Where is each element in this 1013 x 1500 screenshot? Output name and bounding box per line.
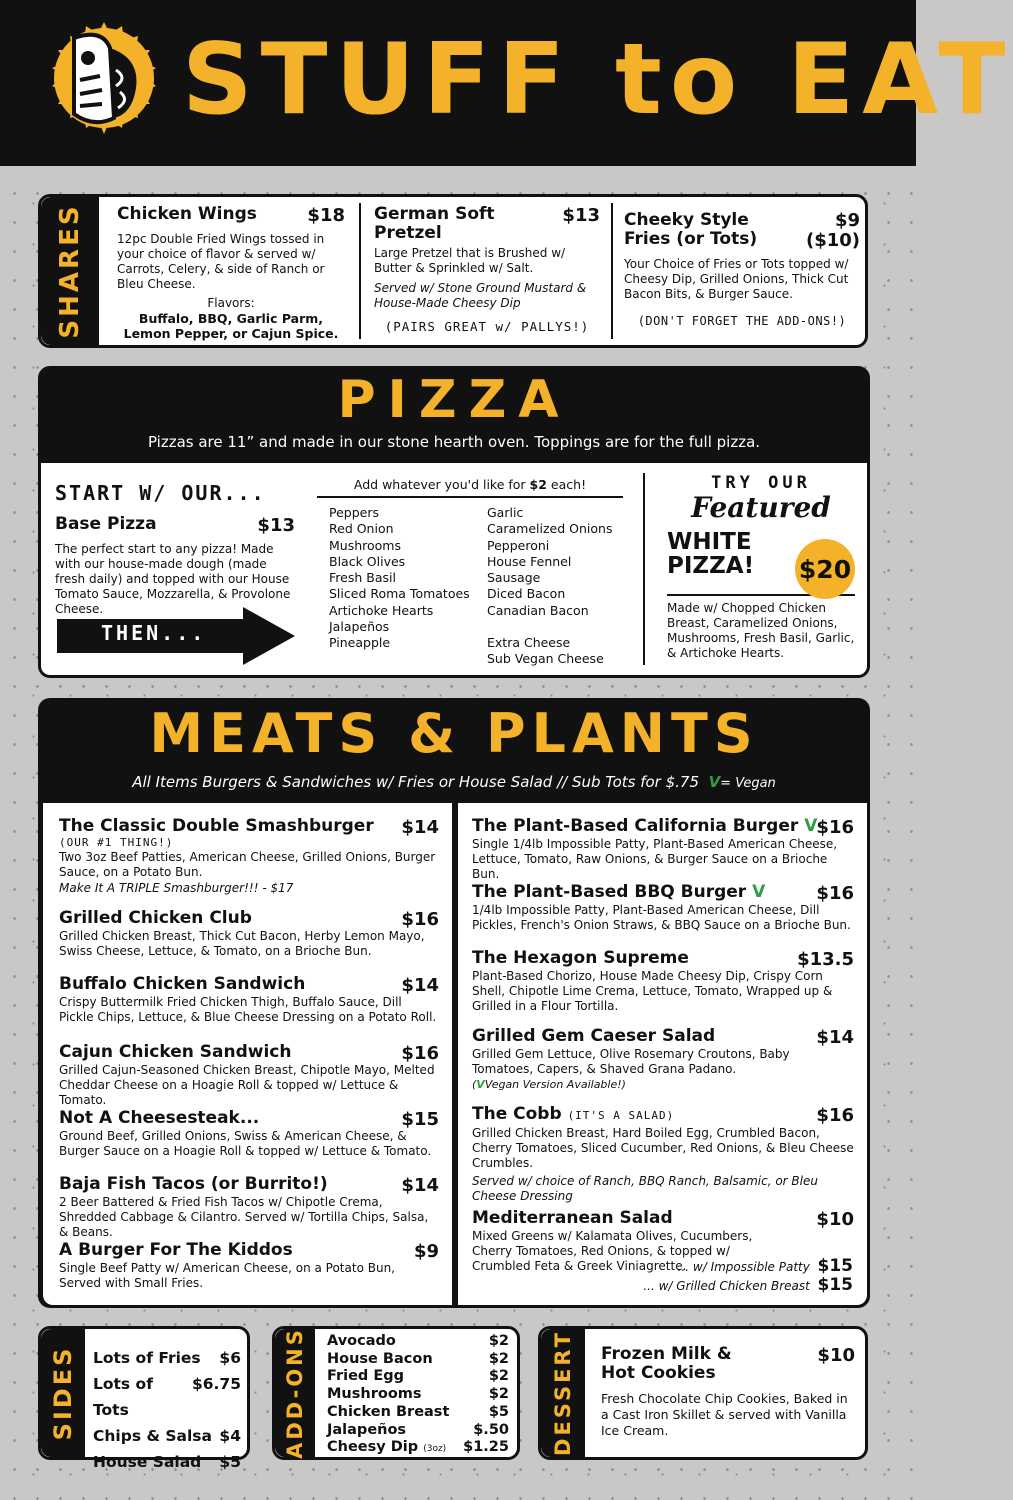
- sides-panel: [38, 1326, 250, 1471]
- shares-panel: [38, 194, 868, 348]
- menu-item: Mediterranean Salad $10 Mixed Greens w/ Kalamata Olives, Cucumbers, Cherry Tomatoes, Red Onions, & topped w/ Crumbled Feta & Greek Viniagrette.: [472, 1208, 854, 1273]
- item-note: (DON'T FORGET THE ADD-ONS!): [637, 314, 847, 328]
- item-price: $18: [307, 205, 345, 226]
- try-label: TRY OUR: [711, 473, 811, 493]
- item-desc: 12pc Double Fried Wings tossed in your choice of flavor & served w/ Carrots, Celery, & side of Ranch or Bleu Cheese.: [117, 232, 325, 291]
- featured-pizza: [667, 473, 855, 661]
- meats-right-column: [458, 803, 867, 1305]
- base-pizza: [55, 481, 295, 617]
- menu-item: Cajun Chicken Sandwich $16 Grilled Cajun-Seasoned Chicken Breast, Chipotle Mayo, Melted Cheddar Cheese on a Hoagie Roll & topped w/ Lettuce & Tomato.: [59, 1042, 439, 1107]
- dessert-item: [601, 1345, 855, 1439]
- flavors-label: Flavors:: [207, 296, 255, 310]
- dessert-tab: DESSERT: [541, 1329, 585, 1457]
- toppings-right: Garlic Caramelized Onions Pepperoni House Fennel Sausage Diced Bacon Canadian Bacon Extra Cheese Sub Vegan Cheese: [487, 505, 613, 667]
- meats-title: MEATS & PLANTS: [149, 702, 759, 765]
- toppings-header: Add whatever you'd like for $2 each!: [317, 477, 623, 498]
- menu-item: Baja Fish Tacos (or Burrito!) $14 2 Beer Battered & Fried Fish Tacos w/ Chipotle Crema, Shredded Cabbage & Cilantro. Served w/ Tortilla Chips, Salsa, & Beans.: [59, 1174, 439, 1239]
- sides-tab: SIDES: [41, 1329, 85, 1457]
- menu-item: Grilled Gem Caeser Salad $14 Grilled Gem Lettuce, Olive Rosemary Croutons, Baby Tomatoes, Capers, & Shaved Grana Padano. (VVegan Version Available!): [472, 1026, 854, 1091]
- item-desc: Fresh Chocolate Chip Cookies, Baked in a Cast Iron Skillet & served with Vanilla Ice Cream.: [601, 1391, 848, 1438]
- toppings: [317, 477, 623, 667]
- item-price: $13: [257, 515, 295, 536]
- item-name: Base Pizza: [55, 514, 157, 534]
- header-bar: [0, 0, 1013, 166]
- share-item-wings: [117, 205, 345, 341]
- item-desc: Your Choice of Fries or Tots topped w/ Cheesy Dip, Grilled Onions, Thick Cut Bacon Bits, & Burger Sauce.: [624, 257, 849, 301]
- flavors-list: Buffalo, BBQ, Garlic Parm, Lemon Pepper, or Cajun Spice.: [123, 311, 339, 341]
- pizza-title: PIZZA: [337, 370, 571, 430]
- addons-list: Avocado $2 House Bacon $2 Fried Egg $2 Mushrooms $2 Chicken Breast $5 Jalapeños $.50 Cheesy Dip (3oz) $1.25: [327, 1333, 509, 1456]
- meats-header: [38, 698, 870, 802]
- sides-list: Lots of Fries $6 Lots of Tots $6.75 Chips & Salsa $4 House Salad $5: [93, 1349, 241, 1471]
- item-note: (PAIRS GREAT w/ PALLYS!): [384, 319, 590, 334]
- addons-tab: ADD-ONS: [275, 1329, 315, 1457]
- item-name: Cheeky Style Fries (or Tots): [624, 210, 758, 249]
- menu-item: The Plant-Based BBQ Burger V $16 1/4lb Impossible Patty, Plant-Based American Cheese, Dill Pickles, French's Onion Straws, & BBQ Sauce on a Brioche Bun.: [472, 882, 854, 932]
- fish-logo-icon: [44, 18, 164, 138]
- menu-item: The Cobb (IT'S A SALAD) $16 Grilled Chicken Breast, Hard Boiled Egg, Crumbled Bacon, Cherry Tomatoes, Sliced Cucumber, Red Onions, & Bleu Cheese Crumbles. Served w/ choice of Ranch, BBQ Ranch, Balsamic, or Bleu Cheese Dressing: [472, 1104, 854, 1203]
- toppings-left: Peppers Red Onion Mushrooms Black Olives Fresh Basil Sliced Roma Tomatoes Artichoke Hearts Jalapeños Pineapple: [329, 505, 470, 651]
- meats-left-column: [43, 803, 452, 1305]
- item-name: Frozen Milk & Hot Cookies: [601, 1344, 732, 1383]
- menu-item: Not A Cheesesteak... $15 Ground Beef, Grilled Onions, Swiss & American Cheese, & Burger Sauce on a Hoagie Roll & topped w/ Lettuce & Tomato.: [59, 1108, 439, 1158]
- menu-item: The Classic Double Smashburger $14 (OUR #1 THING!) Two 3oz Beef Patties, American Cheese, Grilled Onions, Burger Sauce, on a Potato Bun. Make It A TRIPLE Smashburger!!! - $17: [59, 816, 439, 895]
- addons-panel: [272, 1326, 520, 1460]
- meats-panel: [38, 800, 870, 1308]
- item-name: German Soft Pretzel: [374, 204, 495, 243]
- item-desc: The perfect start to any pizza! Made with our house-made dough (made fresh daily) and topped with our House Tomato Sauce, Mozzarella, & Provolone Cheese.: [55, 542, 291, 616]
- item-desc: Large Pretzel that is Brushed w/ Butter & Sprinkled w/ Salt.: [374, 246, 566, 275]
- white-pizza-price: $20: [795, 539, 855, 599]
- menu-item: The Plant-Based California Burger V $16 Single 1/4lb Impossible Patty, Plant-Based American Cheese, Lettuce, Tomato, Raw Onions, & Burger Sauce on a Brioche Bun.: [472, 816, 854, 881]
- shares-tab: SHARES: [41, 197, 99, 345]
- menu-item: Buffalo Chicken Sandwich $14 Crispy Buttermilk Fried Chicken Thigh, Buffalo Sauce, Dill Pickle Chips, Lettuce, & Blue Cheese Dressing on a Potato Roll.: [59, 974, 439, 1024]
- featured-label: Featured: [691, 491, 831, 524]
- item-price: $9 ($10): [805, 210, 860, 251]
- salad-options: ... w/ Impossible Patty $15 ... w/ Grilled Chicken Breast $15: [643, 1256, 853, 1295]
- divider: [643, 473, 645, 665]
- item-price: $10: [817, 1345, 855, 1366]
- white-pizza-name: WHITE PIZZA!: [667, 529, 755, 579]
- start-label: START W/ OUR...: [55, 481, 266, 505]
- page-title: STUFF to EAT: [182, 23, 1013, 137]
- white-pizza-desc: Made w/ Chopped Chicken Breast, Caramelized Onions, Mushrooms, Fresh Basil, Garlic, & Artichoke Hearts.: [667, 594, 855, 661]
- item-extra: Served w/ Stone Ground Mustard & House-Made Cheesy Dip: [374, 281, 587, 310]
- pizza-subtitle: Pizzas are 11” and made in our stone hearth oven. Toppings are for the full pizza.: [147, 433, 761, 451]
- pizza-header: [38, 366, 870, 462]
- item-price: $13: [562, 205, 600, 226]
- share-item-fries: [624, 211, 860, 328]
- meats-subtitle: All Items Burgers & Sandwiches w/ Fries or House Salad // Sub Tots for $.75 V= Vegan: [132, 773, 776, 791]
- menu-item: The Hexagon Supreme $13.5 Plant-Based Chorizo, House Made Cheesy Dip, Crispy Corn Shell, Chipotle Lime Crema, Lettuce, Tomato, Wrapped up & Grilled in a Flour Tortilla.: [472, 948, 854, 1013]
- menu-item: A Burger For The Kiddos $9 Single Beef Patty w/ American Cheese, on a Potato Bun, Served with Small Fries.: [59, 1240, 439, 1290]
- dessert-panel: [538, 1326, 868, 1460]
- pizza-panel: [38, 460, 870, 678]
- divider: [359, 203, 361, 339]
- share-item-pretzel: [374, 205, 600, 334]
- then-label: THEN...: [101, 621, 207, 645]
- item-name: Chicken Wings: [117, 204, 257, 224]
- menu-item: Grilled Chicken Club $16 Grilled Chicken Breast, Thick Cut Bacon, Herby Lemon Mayo, Swiss Cheese, Lettuce, & Tomato, on a Brioche Bun.: [59, 908, 439, 958]
- divider: [611, 203, 613, 339]
